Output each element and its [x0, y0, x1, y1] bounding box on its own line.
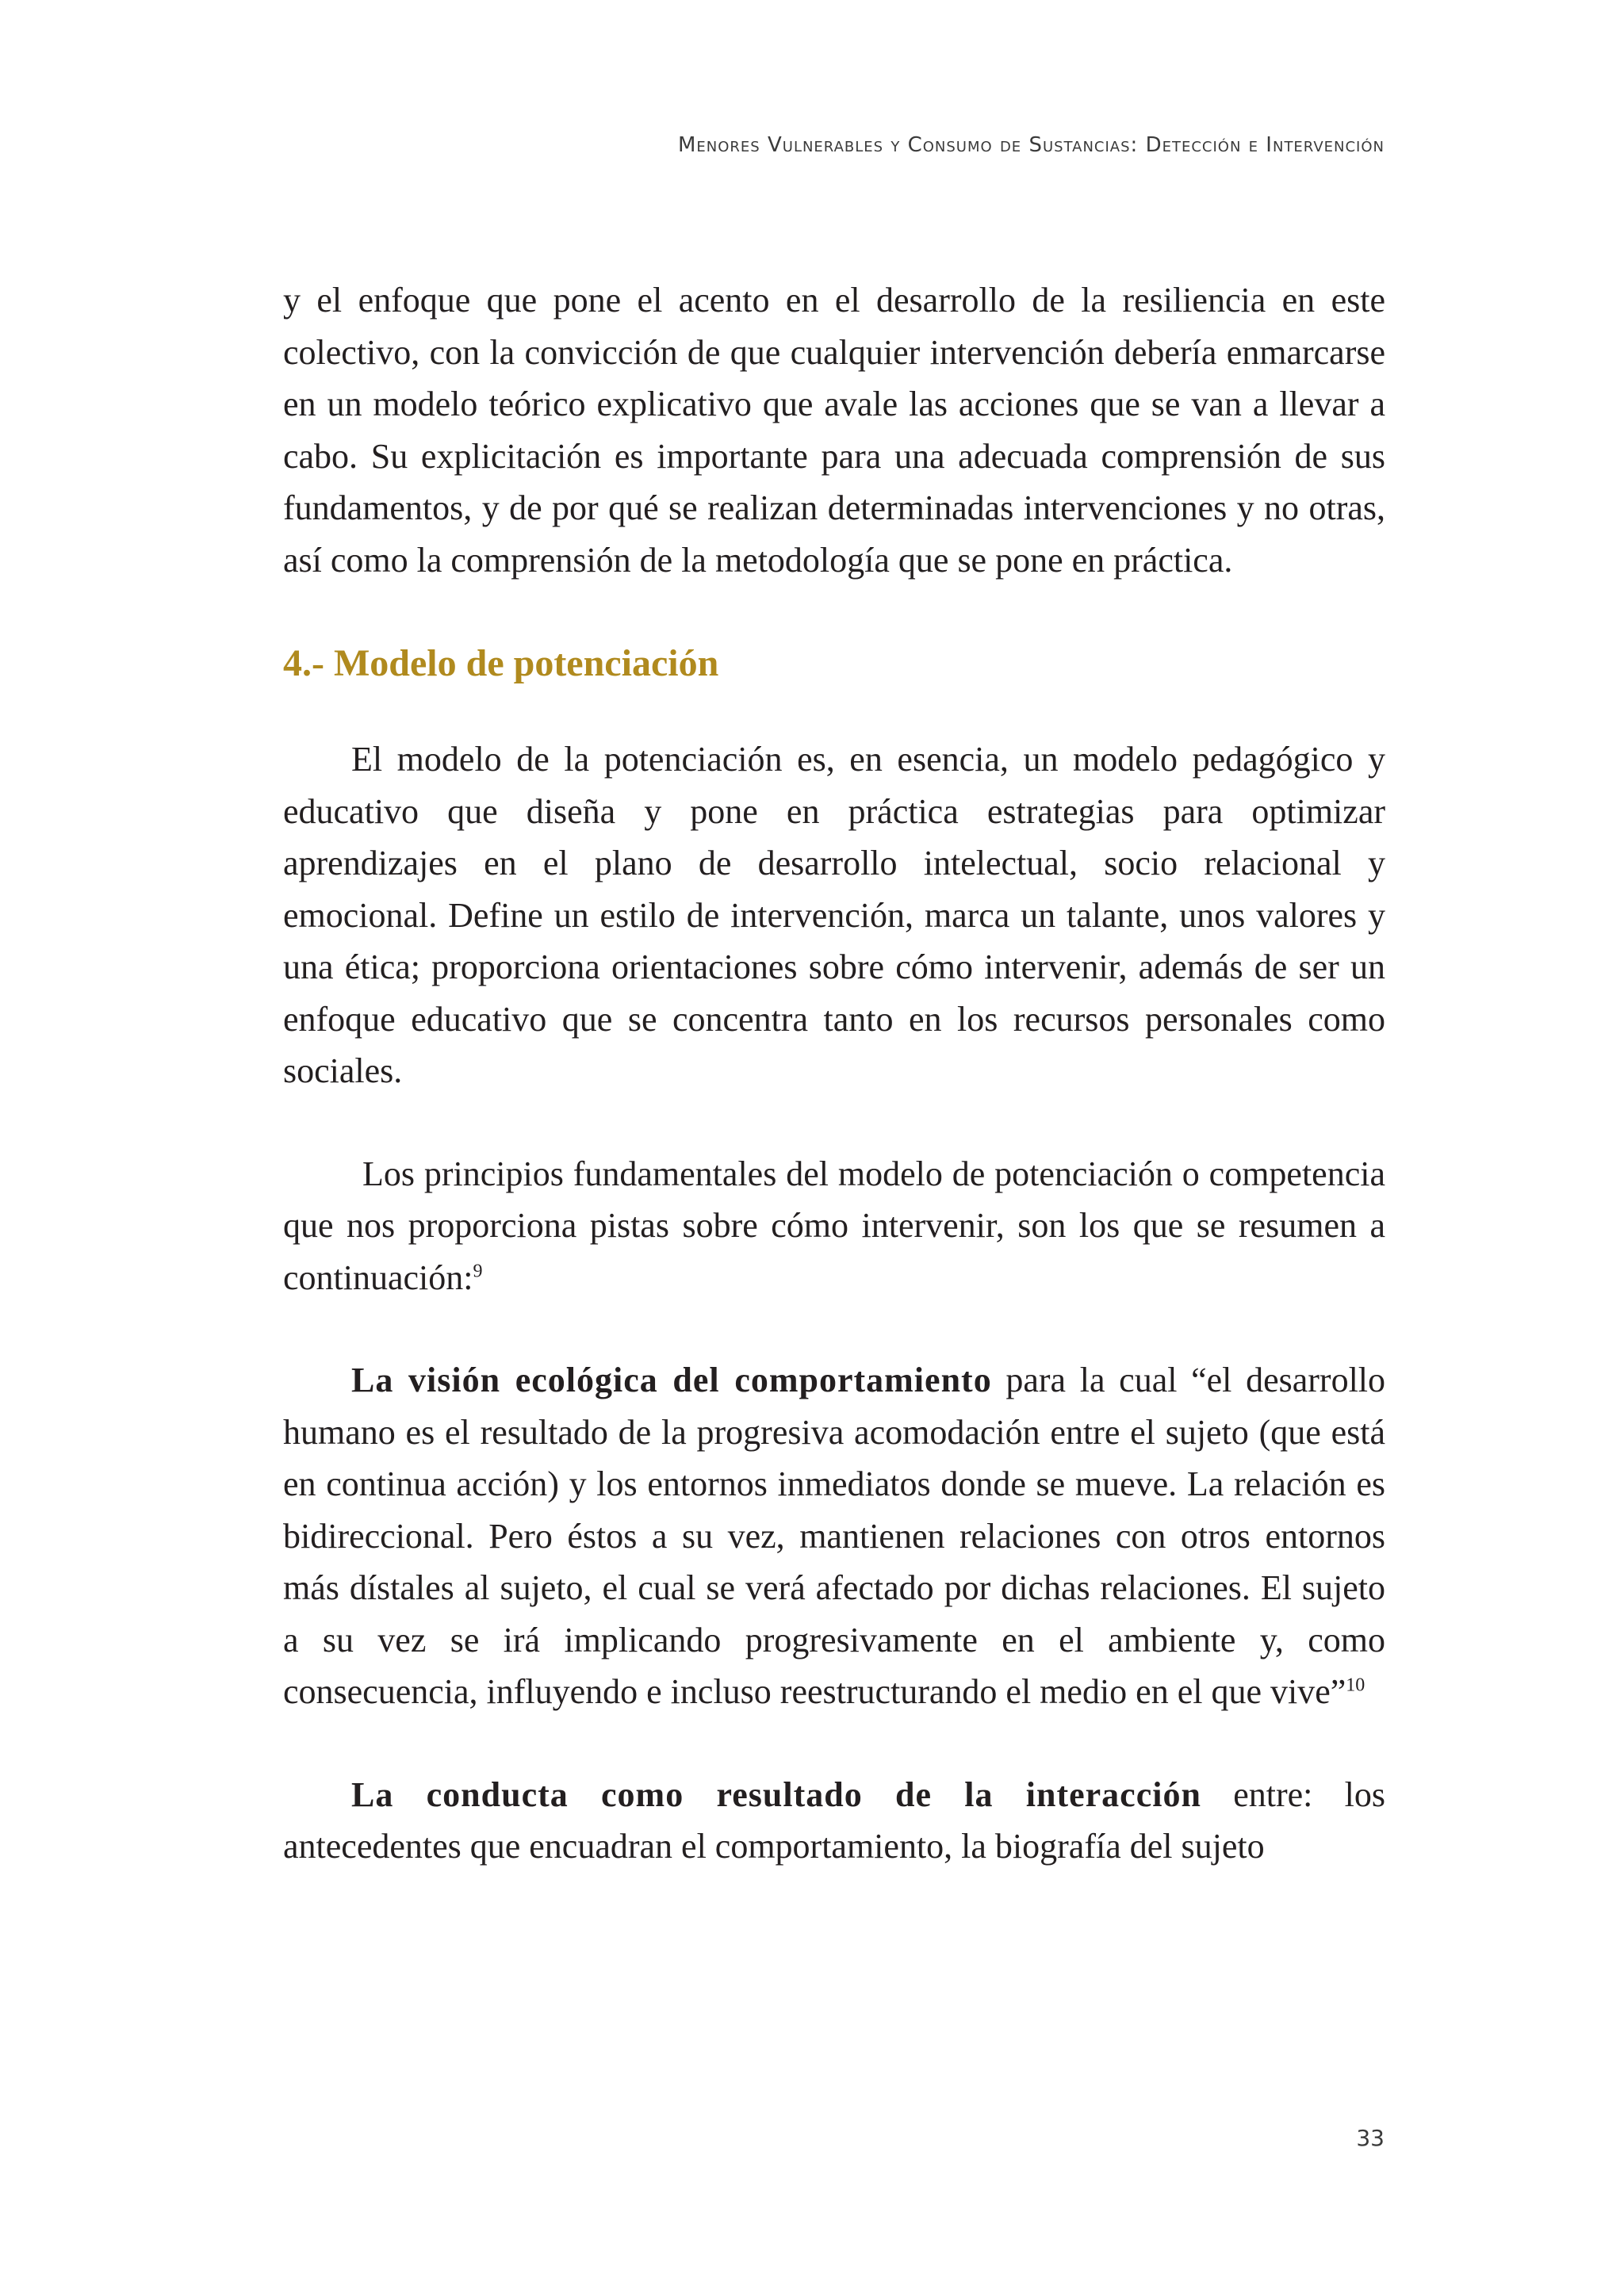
paragraph-model: El modelo de la potenciación es, en esencia, un modelo pedagógico y educativo que diseña y pone en práctica estrategias para optimizar aprendizajes en el plano de desarrollo intelectual, socio relacional y emocional. Define un estilo de intervención, marca un talante, unos valores y una ética; proporciona orientaciones sobre cómo intervenir, además de ser un enfoque educativo que se concentra tanto en los recursos personales como sociales.: [283, 740, 1385, 1090]
principle-ecological-text: para la cual “el desarrollo humano es el resultado de la progresiva acomodación entre el sujeto (que está en continua acción) y los entornos inmediatos donde se mueve. La relación es bidireccional. Pero éstos a su vez, mantienen relaciones con otros entornos más dístales al sujeto, el cual se verá afectado por dichas relaciones. El sujeto a su vez se irá implicando progresivamente en el ambiente y, como consecuencia, influyendo e incluso reestructurando el medio en el que vive”: [283, 1361, 1386, 1711]
principle-interaction-title: La conducta como resultado de la interacción: [351, 1774, 1201, 1814]
page-number: 33: [1356, 2125, 1385, 2151]
running-header: Menores Vulnerables y Consumo de Sustancias: Detección e Intervención: [677, 133, 1385, 157]
paragraph-principles: [283, 1148, 1385, 1304]
paragraph-intro: y el enfoque que pone el acento en el desarrollo de la resiliencia en este colectivo, con la convicción de que cualquier intervención debería enmarcarse en un modelo teórico explicativo que avale las acciones que se van a llevar a cabo. Su explicitación es importante para una adecuada comprensión de sus fundamentos, y de por qué se realizan determinadas intervenciones y no otras, así como la comprensión de la metodología que se pone en práctica.: [283, 281, 1385, 580]
page-body: [283, 274, 1385, 1873]
principle-interaction-text: entre: los antecedentes que encuadran el comportamiento, la biografía del sujeto: [283, 1774, 1385, 1866]
section-heading: 4.- Modelo de potenciación: [283, 642, 719, 684]
principle-interaction: [283, 1769, 1385, 1873]
principle-ecological: [283, 1354, 1385, 1718]
footnote-ref-9: 9: [473, 1260, 483, 1281]
principle-ecological-title: La visión ecológica del comportamiento: [351, 1361, 992, 1399]
footnote-ref-10: 10: [1346, 1675, 1365, 1696]
paragraph-principles-text: Los principios fundamentales del modelo de potenciación o competencia que nos proporciona pistas sobre cómo intervenir, son los que se resumen a continuación:: [283, 1154, 1385, 1297]
